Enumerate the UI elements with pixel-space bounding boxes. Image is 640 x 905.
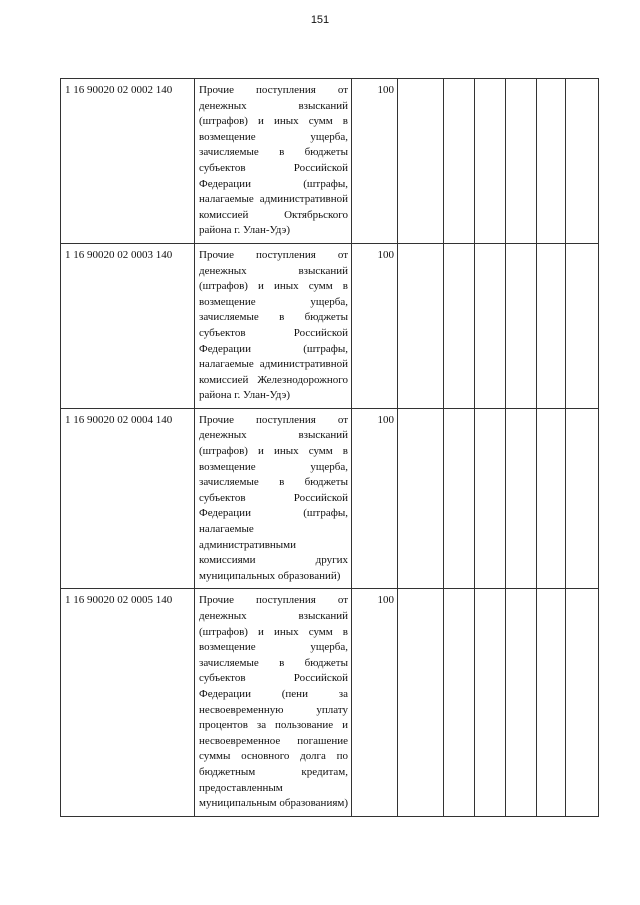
empty-cell	[566, 408, 599, 589]
empty-cell	[506, 408, 537, 589]
empty-cell	[537, 79, 566, 244]
amount-cell: 100	[352, 243, 398, 408]
empty-cell	[398, 408, 444, 589]
description-cell: Прочие поступления от денежных взысканий (штрафов) и иных сумм в возмещение ущерба, зачисляемые в бюджеты субъектов Российской Федерации (штрафы, налагаемые административными комиссиями других муниципальных образований)	[195, 408, 352, 589]
amount-cell: 100	[352, 79, 398, 244]
empty-cell	[398, 79, 444, 244]
description-cell: Прочие поступления от денежных взысканий (штрафов) и иных сумм в возмещение ущерба, зачисляемые в бюджеты субъектов Российской Федерации (штрафы, налагаемые административной комиссией Железнодорожного района г. Улан-Удэ)	[195, 243, 352, 408]
empty-cell	[537, 408, 566, 589]
table-row	[61, 243, 599, 408]
empty-cell	[444, 243, 475, 408]
empty-cell	[506, 243, 537, 408]
amount-cell: 100	[352, 408, 398, 589]
description-cell: Прочие поступления от денежных взысканий (штрафов) и иных сумм в возмещение ущерба, зачисляемые в бюджеты субъектов Российской Федерации (штрафы, налагаемые административной комиссией Октябрьского района г. Улан-Удэ)	[195, 79, 352, 244]
revenue-classification-table	[60, 78, 599, 817]
empty-cell	[566, 243, 599, 408]
budget-code-cell: 1 16 90020 02 0005 140	[61, 589, 195, 816]
empty-cell	[566, 79, 599, 244]
budget-code-cell: 1 16 90020 02 0004 140	[61, 408, 195, 589]
empty-cell	[566, 589, 599, 816]
empty-cell	[475, 589, 506, 816]
table-row	[61, 79, 599, 244]
amount-cell: 100	[352, 589, 398, 816]
empty-cell	[475, 243, 506, 408]
empty-cell	[475, 79, 506, 244]
empty-cell	[537, 243, 566, 408]
empty-cell	[506, 79, 537, 244]
empty-cell	[475, 408, 506, 589]
empty-cell	[444, 408, 475, 589]
table-row	[61, 408, 599, 589]
empty-cell	[506, 589, 537, 816]
empty-cell	[398, 243, 444, 408]
empty-cell	[537, 589, 566, 816]
budget-code-cell: 1 16 90020 02 0003 140	[61, 243, 195, 408]
empty-cell	[398, 589, 444, 816]
budget-code-cell: 1 16 90020 02 0002 140	[61, 79, 195, 244]
table-row	[61, 589, 599, 816]
empty-cell	[444, 589, 475, 816]
page-number: 151	[310, 14, 330, 26]
empty-cell	[444, 79, 475, 244]
description-cell: Прочие поступления от денежных взысканий (штрафов) и иных сумм в возмещение ущерба, зачисляемые в бюджеты субъектов Российской Федерации (пени за несвоевременную уплату процентов за пользование и несвоевременное погашение суммы основного долга по бюджетным кредитам, предоставленным муниципальным образованиям)	[195, 589, 352, 816]
